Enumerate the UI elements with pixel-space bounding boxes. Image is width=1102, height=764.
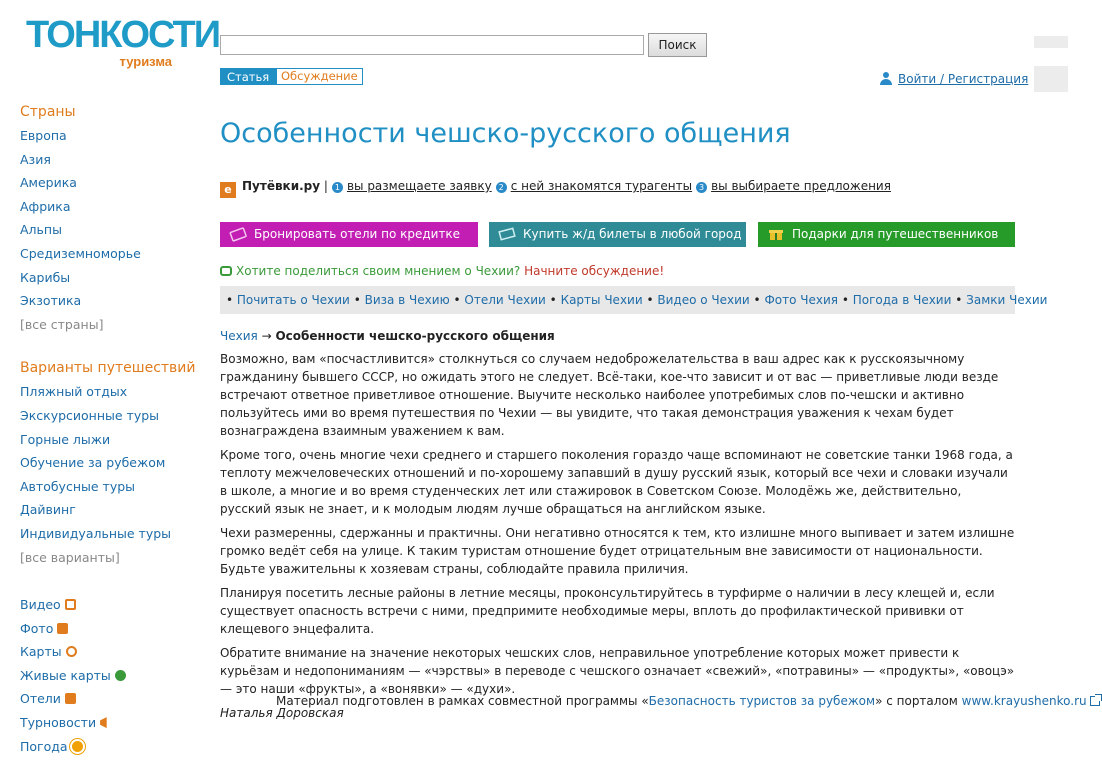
- sidebar-item-diving[interactable]: Дайвинг: [20, 502, 76, 518]
- sidebar-item-asia[interactable]: Азия: [20, 151, 51, 167]
- footer-note: [276, 692, 1100, 710]
- partner-name: Путёвки.ру: [242, 179, 321, 193]
- sidebar-heading-countries[interactable]: Страны: [20, 104, 76, 120]
- breadcrumb-current: Особенности чешско-русского общения: [275, 329, 555, 343]
- speech-bubble-icon: [220, 266, 232, 276]
- sidebar-item-america[interactable]: Америка: [20, 175, 77, 191]
- article-author: Наталья Доровская: [220, 706, 344, 720]
- sidebar-item-education[interactable]: Обучение за рубежом: [20, 455, 166, 471]
- video-icon: [65, 599, 76, 610]
- step-number-icon: 1: [332, 182, 343, 193]
- sidebar-item-caribbean[interactable]: Карибы: [20, 269, 71, 285]
- credit-card-icon: [230, 227, 246, 241]
- sidebar-media-label: Турновости: [20, 715, 97, 731]
- ticket-icon: [499, 227, 515, 241]
- tab-discussion[interactable]: Обсуждение: [276, 68, 363, 85]
- logo-sub-text: туризма: [119, 54, 172, 69]
- sidebar-item-excursions[interactable]: Экскурсионные туры: [20, 407, 160, 423]
- partner-step-1-link[interactable]: вы размещаете заявку: [346, 179, 492, 193]
- edge-panel-bottom: [1034, 66, 1068, 92]
- banner-rail-label: Купить ж/д билеты в любой город: [523, 227, 742, 241]
- country-link-castles[interactable]: Замки Чехии: [966, 293, 1048, 307]
- search-button[interactable]: Поиск: [648, 33, 707, 57]
- banner-gifts[interactable]: [758, 222, 1015, 247]
- sidebar-item-bus-tours[interactable]: Автобусные туры: [20, 478, 136, 494]
- sidebar-media-photo[interactable]: [20, 617, 200, 641]
- sidebar-media-maps[interactable]: [20, 640, 200, 664]
- sidebar-item-individual[interactable]: Индивидуальные туры: [20, 525, 172, 541]
- sidebar: [20, 100, 200, 758]
- discussion-question-link[interactable]: Хотите поделиться своим мнением о Чехии?: [236, 264, 521, 278]
- breadcrumb: [220, 328, 555, 344]
- banner-hotels[interactable]: [220, 222, 478, 247]
- article-paragraph: Возможно, вам «посчастливится» столкнуться со случаем недоброжелательства в ваш адрес как к русскоязычному гражданину бывшего СССР, но ожидать этого не следует. Всё-таки, кое-что зависит и от вас — приветливые люди везде встречают ответное приветливое отношение. Выучите несколько наиболее употребимых слов по-чешски и активно пользуйтесь ими во время путешествия по Чехии — вы увидите, что такая демонстрация уважения к чехам будет вознаграждена взаимным уважением к вам.: [220, 352, 999, 438]
- country-link-read[interactable]: Почитать о Чехии: [236, 293, 350, 307]
- sidebar-media-weather[interactable]: [20, 735, 200, 759]
- hotel-icon: [65, 693, 76, 704]
- sidebar-all-countries-link[interactable]: [все страны]: [20, 316, 104, 332]
- banner-rail-tickets[interactable]: [489, 222, 746, 247]
- camera-icon: [57, 623, 68, 634]
- sidebar-all-trips-link[interactable]: [все варианты]: [20, 549, 120, 565]
- partner-step-3-link[interactable]: вы выбираете предложения: [711, 179, 891, 193]
- footer-note-middle: » с порталом: [875, 694, 962, 708]
- sun-icon: [72, 741, 83, 752]
- sidebar-media-label: Погода: [20, 738, 68, 754]
- discussion-prompt: [220, 262, 664, 280]
- country-link-maps[interactable]: Карты Чехии: [560, 293, 643, 307]
- search-input[interactable]: [220, 35, 644, 55]
- logo-main-text: ТОНКОСТИ: [26, 14, 220, 56]
- live-map-icon: [115, 670, 126, 681]
- globe-icon: [66, 646, 77, 657]
- sidebar-media-video[interactable]: [20, 593, 200, 617]
- step-number-icon: 3: [696, 182, 707, 193]
- article-paragraph: Чехи размеренны, сдержанны и практичны. Они негативно относятся к тем, кто излишне много выпивает и затем излишне громко ведёт себя на улице. К таким туристам отношение будет отрицательным вне зависимости от национальности. Будьте уважительны к хозяевам страны, соблюдайте правила приличия.: [220, 526, 1015, 576]
- page-title: Особенности чешско-русского общения: [220, 118, 791, 149]
- article-paragraph: Обратите внимание на значение некоторых чешских слов, неправильное употребление которых может привести к курьёзам и недопониманиям — «чэрствы» в переводе с чешского означает «свежий», «потравины» — «продукты», «овоцэ» — это наши «фрукты», а «вонявки» — «духи».: [220, 646, 1015, 696]
- sidebar-media-label: Живые карты: [20, 667, 111, 683]
- country-link-photo[interactable]: Фото Чехия: [764, 293, 838, 307]
- footer-note-prefix: Материал подготовлен в рамках совместной программы «: [276, 694, 649, 708]
- country-link-video[interactable]: Видео о Чехии: [657, 293, 750, 307]
- country-link-weather[interactable]: Погода в Чехии: [852, 293, 952, 307]
- country-links-bar: • Почитать о Чехии • Виза в Чехию • Отели Чехии • Карты Чехии • Видео о Чехии • Фото Чехия • Погода в Чехии • Замки Чехии: [220, 286, 1015, 314]
- site-logo[interactable]: [26, 14, 220, 76]
- country-link-visa[interactable]: Виза в Чехию: [364, 293, 450, 307]
- article-paragraph: Кроме того, очень многие чехи среднего и старшего поколения гораздо чаще вспоминают не советские танки 1968 года, а теплоту межчеловеческих отношений и по-хорошему запавший в душу русский язык, который все чехи и словаки изучали в школе, а многие и во время студенческих лет или стажировок в Советском Союзе. Молодёжь же, действительно, русский язык не знает, и к молодым людям лучше обращаться на английском языке.: [220, 448, 1013, 516]
- edge-panel-top: [1034, 36, 1068, 48]
- sidebar-media-label: Отели: [20, 691, 61, 707]
- putevki-logo-icon: e: [220, 182, 236, 198]
- country-link-hotels[interactable]: Отели Чехии: [464, 293, 546, 307]
- login-link[interactable]: Войти / Регистрация: [898, 72, 1029, 86]
- sidebar-media-news[interactable]: [20, 711, 200, 735]
- login-area: [880, 68, 1028, 86]
- user-icon: [880, 72, 892, 85]
- breadcrumb-parent-link[interactable]: Чехия: [220, 329, 258, 343]
- breadcrumb-arrow: →: [261, 329, 272, 343]
- sidebar-item-mediterranean[interactable]: Средиземноморье: [20, 245, 141, 261]
- partner-separator: |: [323, 179, 328, 193]
- sidebar-heading-trips[interactable]: Варианты путешествий: [20, 360, 196, 377]
- banner-gifts-label: Подарки для путешественников: [792, 227, 999, 241]
- article-body: [220, 350, 1015, 722]
- sidebar-item-beach[interactable]: Пляжный отдых: [20, 384, 128, 400]
- partner-line: [220, 176, 891, 196]
- sidebar-item-africa[interactable]: Африка: [20, 198, 71, 214]
- sidebar-media-live-maps[interactable]: [20, 664, 200, 688]
- megaphone-icon: [100, 717, 111, 728]
- gift-icon: [768, 227, 784, 241]
- safety-program-link[interactable]: Безопасность туристов за рубежом: [648, 694, 876, 708]
- sidebar-item-exotic[interactable]: Экзотика: [20, 293, 82, 309]
- sidebar-media-label: Карты: [20, 644, 62, 660]
- banner-hotels-label: Бронировать отели по кредитке: [254, 227, 461, 241]
- sidebar-item-ski[interactable]: Горные лыжи: [20, 431, 111, 447]
- sidebar-item-alps[interactable]: Альпы: [20, 222, 62, 238]
- partner-step-2-link[interactable]: с ней знакомятся турагенты: [510, 179, 693, 193]
- start-discussion-link[interactable]: Начните обсуждение!: [524, 264, 665, 278]
- sidebar-media-label: Фото: [20, 620, 54, 636]
- tab-article[interactable]: Статья: [220, 68, 276, 85]
- sidebar-media-label: Видео: [20, 597, 61, 613]
- article-paragraph: Планируя посетить лесные районы в летние месяцы, проконсультируйтесь в турфирме о наличии в лесу клещей и, если существует опасность встречи с ними, предпримите необходимые меры, вплоть до профилактической прививки от клещевого энцефалита.: [220, 586, 995, 636]
- external-link-icon: [1090, 696, 1100, 706]
- sidebar-media-hotels[interactable]: [20, 687, 200, 711]
- sidebar-item-europe[interactable]: Европа: [20, 128, 67, 143]
- portal-link[interactable]: www.krayushenko.ru: [961, 694, 1087, 708]
- step-number-icon: 2: [496, 182, 507, 193]
